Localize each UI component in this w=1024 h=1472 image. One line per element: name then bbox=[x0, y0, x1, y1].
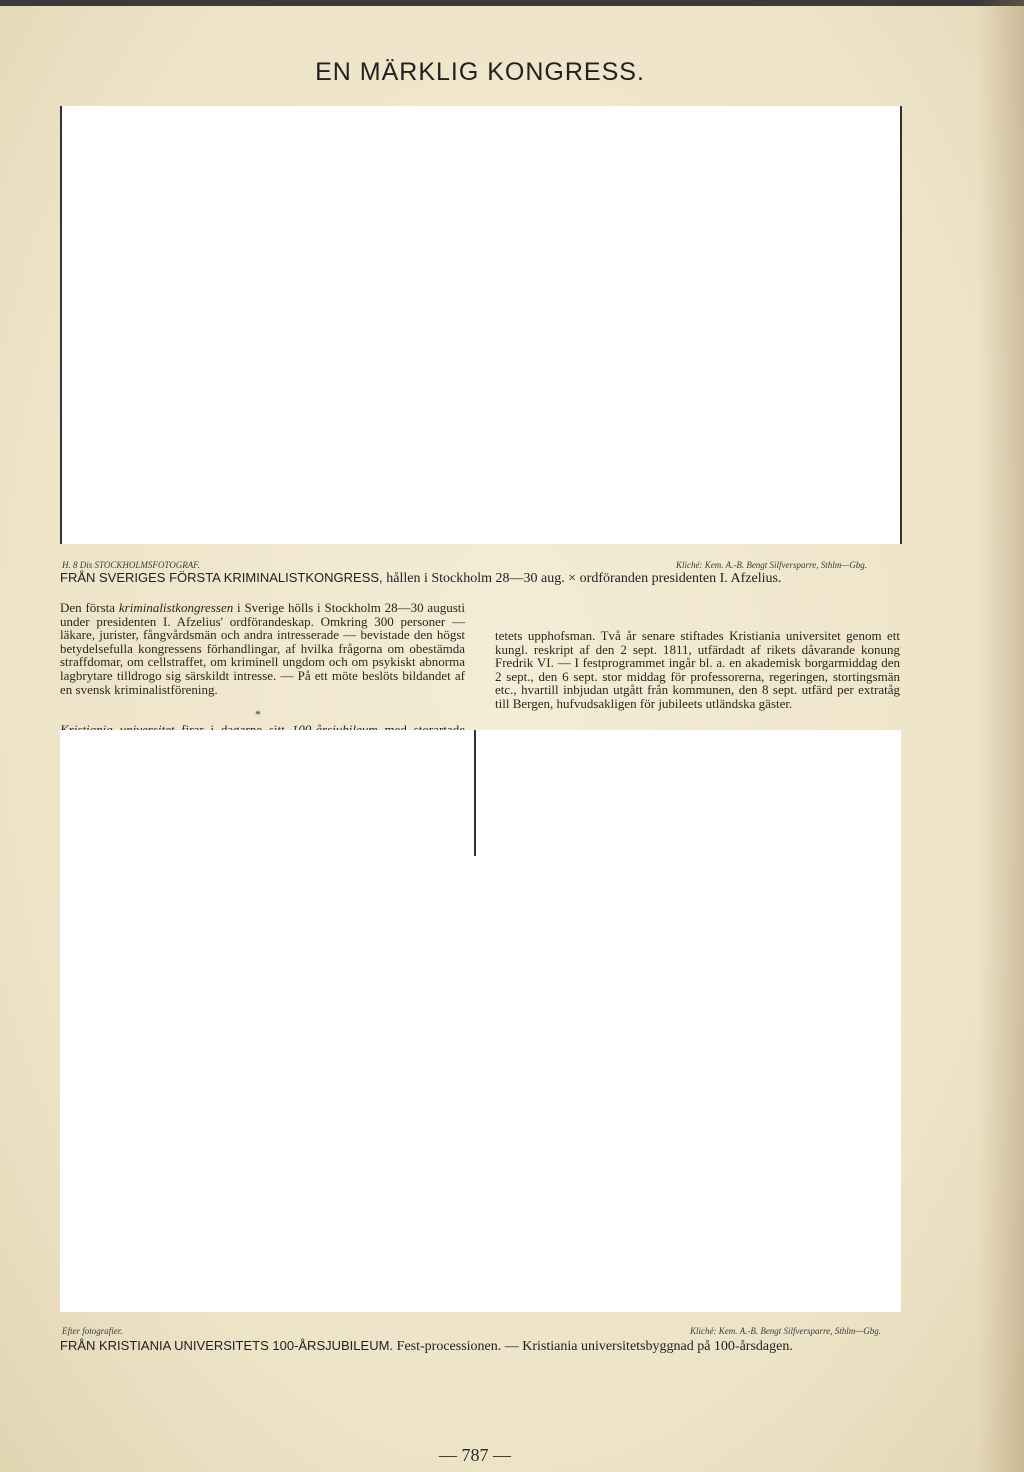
article-universitet-continued bbox=[495, 629, 900, 711]
photo2-frame-line bbox=[474, 730, 476, 856]
article1-paragraph bbox=[60, 601, 465, 696]
article1-emphasis: kriminalistkongressen bbox=[118, 600, 234, 615]
photo1-caption bbox=[60, 570, 910, 587]
article-kriminalistkongress bbox=[60, 601, 465, 696]
page-number: — 787 — bbox=[439, 1445, 511, 1465]
article1-text-start: Den första bbox=[60, 600, 119, 615]
page-title: EN MÄRKLIG KONGRESS. bbox=[315, 58, 645, 86]
photo-universitet-jubileum bbox=[60, 730, 901, 1312]
article1-body: 28—30 augusti under presidenten I. Afzelius' ordförandeskap. Omkring 300 personer — läkare, jurister, fångvårdsmän och andra intresserade — bevistade den högst betydelsefulla kongressens förhandlingar, af hvilka frågorna om obestämda straffdomar, om cellstraffet, om kriminell ungdom och om psykiskt abnorma lagbrytare tilldrogo sig särskildt intresse. — På ett möte beslöts bildandet af en svensk kriminalistförening. bbox=[60, 600, 465, 697]
photo1-caption-rest: hållen i Stockholm 28—30 aug. × ordföranden presidenten I. Afzelius. bbox=[386, 571, 782, 586]
section-separator: * bbox=[255, 707, 261, 721]
article2-continuation: tetets upphofsman. Två år senare stiftades Kristiania universitet genom ett kungl. reskript af den 2 sept. 1811, utfärdadt af rikets dåvarande konung Fredrik VI. — I festprogrammet ingår bl. a. en akademisk borgarmiddag den 2 sept., den 6 sept. stor middag för professorerna, regeringen, stortingsmän etc., hvartill inbjudan utgått från kommunen, den 8 sept. utfärd per extratåg till Bergen, hufvudsakligen för jubileets utländska gäster. bbox=[495, 628, 900, 711]
photo1-credit-right: Kliché: Kem. A.-B. Bengt Silfversparre, Sthlm—Gbg. bbox=[676, 560, 867, 570]
scan-top-edge bbox=[0, 0, 1024, 6]
photo1-caption-caps: FRÅN SVERIGES FÖRSTA KRIMINALISTKONGRESS, bbox=[60, 570, 383, 585]
photo2-caption bbox=[60, 1338, 910, 1355]
article1-text-mid: i Sverige hölls i Stockholm bbox=[233, 600, 381, 615]
photo-kriminalistkongress bbox=[60, 106, 902, 544]
photo1-credit-left: H. 8 Dis STOCKHOLMSFOTOGRAF. bbox=[62, 560, 200, 570]
photo2-caption-caps: FRÅN KRISTIANIA UNIVERSITETS 100-ÅRSJUBILEUM. bbox=[60, 1338, 394, 1353]
photo2-credit-left: Efter fotografier. bbox=[62, 1326, 123, 1336]
photo2-caption-rest: Fest-processionen. — Kristiania universitetsbyggnad på 100-årsdagen. bbox=[396, 1339, 793, 1354]
page-edge-shadow bbox=[978, 0, 1024, 1472]
photo2-credit-right: Kliché: Kem. A.-B. Bengt Silfversparre, Sthlm—Gbg. bbox=[690, 1326, 881, 1336]
